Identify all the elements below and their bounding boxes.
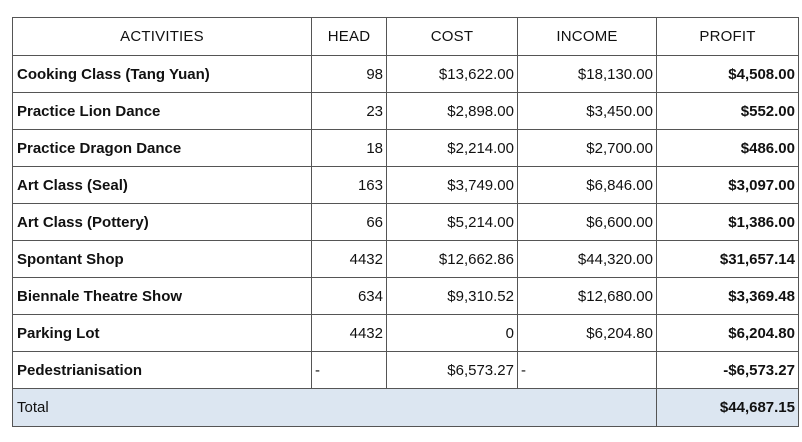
income-cell: $3,450.00 <box>518 93 657 130</box>
header-income: INCOME <box>518 18 657 56</box>
header-row <box>13 18 799 56</box>
profit-cell: $6,204.80 <box>657 315 799 352</box>
profit-cell: $3,369.48 <box>657 278 799 315</box>
income-cell: $44,320.00 <box>518 241 657 278</box>
activity-cell: Art Class (Pottery) <box>13 204 312 241</box>
income-cell: $2,700.00 <box>518 130 657 167</box>
cost-cell: $2,898.00 <box>387 93 518 130</box>
table-row <box>13 167 799 204</box>
header-head: HEAD <box>312 18 387 56</box>
table-row <box>13 93 799 130</box>
profit-cell: -$6,573.27 <box>657 352 799 389</box>
table-row <box>13 315 799 352</box>
head-cell: 18 <box>312 130 387 167</box>
profit-cell: $552.00 <box>657 93 799 130</box>
cost-cell: $12,662.86 <box>387 241 518 278</box>
total-label: Total <box>13 389 657 427</box>
activity-cell: Parking Lot <box>13 315 312 352</box>
profit-cell: $4,508.00 <box>657 56 799 93</box>
income-cell: $6,846.00 <box>518 167 657 204</box>
header-profit: PROFIT <box>657 18 799 56</box>
income-cell: $12,680.00 <box>518 278 657 315</box>
header-activities: ACTIVITIES <box>13 18 312 56</box>
head-cell: - <box>312 352 387 389</box>
cost-cell: $13,622.00 <box>387 56 518 93</box>
head-cell: 634 <box>312 278 387 315</box>
table-row <box>13 130 799 167</box>
activity-cell: Practice Lion Dance <box>13 93 312 130</box>
profit-cell: $31,657.14 <box>657 241 799 278</box>
header-cost: COST <box>387 18 518 56</box>
profit-cell: $1,386.00 <box>657 204 799 241</box>
head-cell: 4432 <box>312 315 387 352</box>
total-value: $44,687.15 <box>657 389 799 427</box>
cost-cell: $3,749.00 <box>387 167 518 204</box>
activity-cell: Practice Dragon Dance <box>13 130 312 167</box>
profit-table <box>12 17 799 427</box>
profit-cell: $3,097.00 <box>657 167 799 204</box>
activity-cell: Cooking Class (Tang Yuan) <box>13 56 312 93</box>
activity-cell: Pedestrianisation <box>13 352 312 389</box>
cost-cell: 0 <box>387 315 518 352</box>
table-row <box>13 204 799 241</box>
head-cell: 163 <box>312 167 387 204</box>
table-row <box>13 56 799 93</box>
total-row <box>13 389 799 427</box>
activity-cell: Spontant Shop <box>13 241 312 278</box>
income-cell: $18,130.00 <box>518 56 657 93</box>
cost-cell: $2,214.00 <box>387 130 518 167</box>
table-row <box>13 352 799 389</box>
income-cell: $6,204.80 <box>518 315 657 352</box>
head-cell: 23 <box>312 93 387 130</box>
cost-cell: $5,214.00 <box>387 204 518 241</box>
table-row <box>13 278 799 315</box>
head-cell: 4432 <box>312 241 387 278</box>
income-cell: - <box>518 352 657 389</box>
table-row <box>13 241 799 278</box>
income-cell: $6,600.00 <box>518 204 657 241</box>
head-cell: 98 <box>312 56 387 93</box>
head-cell: 66 <box>312 204 387 241</box>
activity-cell: Biennale Theatre Show <box>13 278 312 315</box>
cost-cell: $6,573.27 <box>387 352 518 389</box>
activity-cell: Art Class (Seal) <box>13 167 312 204</box>
profit-cell: $486.00 <box>657 130 799 167</box>
cost-cell: $9,310.52 <box>387 278 518 315</box>
